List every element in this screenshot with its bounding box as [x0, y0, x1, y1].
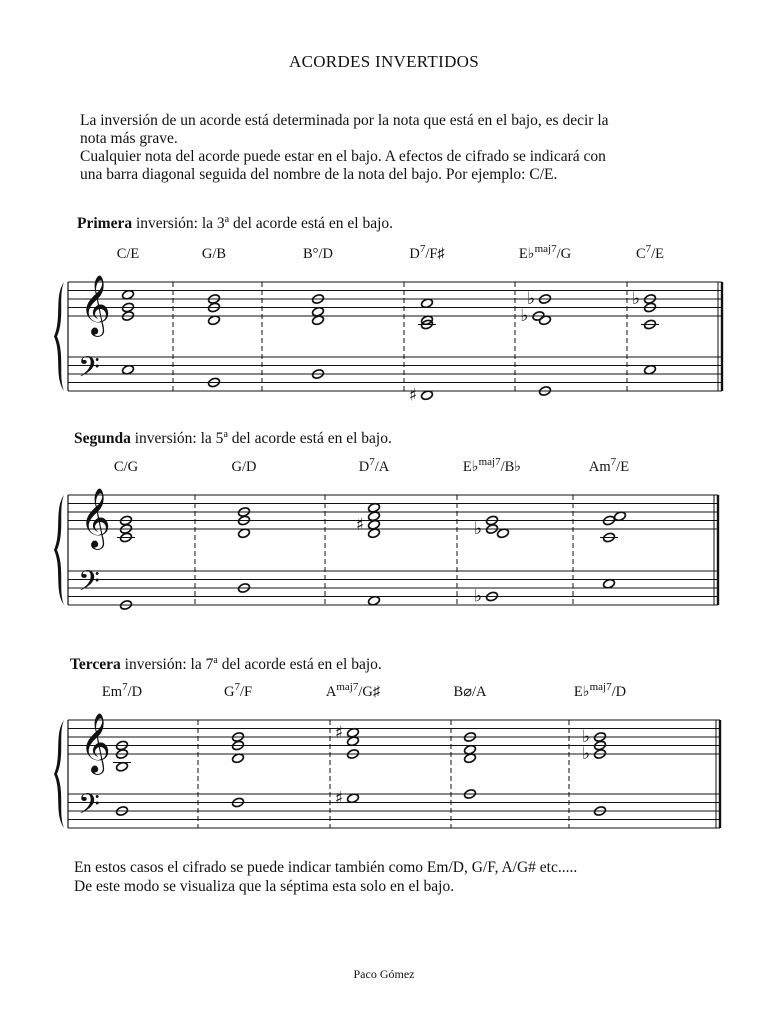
chord — [326, 681, 381, 808]
closing-paragraph — [74, 859, 577, 896]
sharp-icon: ♯ — [334, 722, 344, 743]
chord-symbol — [202, 246, 226, 262]
author-credit: Paco Gómez — [353, 967, 415, 981]
heading-text: del acorde está en el bajo. — [227, 430, 392, 448]
chord-quality: maj7 — [534, 243, 557, 255]
chord — [454, 684, 487, 799]
chord-root: A — [325, 684, 337, 700]
chord — [224, 681, 252, 808]
flat-icon: ♭ — [473, 586, 483, 607]
flat-icon: ♭ — [473, 519, 483, 539]
section-heading-segunda — [74, 429, 392, 448]
brace-icon — [54, 495, 64, 605]
closing-line: De este modo se visualiza que la séptima esta solo en el bajo. — [74, 877, 455, 895]
chord-root: B° — [303, 246, 319, 262]
chord-symbol — [359, 456, 390, 475]
chord — [303, 246, 333, 379]
chord-quality: maj7 — [336, 681, 359, 693]
chord-bass: /D — [127, 684, 143, 700]
chord-quality: maj7 — [478, 456, 501, 468]
intro-line: La inversión de un acorde está determinada por la nota que está en el bajo, es decir la — [80, 112, 609, 129]
chord — [632, 243, 664, 375]
chord — [463, 456, 521, 607]
heading-bold: Tercera — [70, 656, 121, 674]
chord-symbol — [326, 681, 381, 700]
heading-text: del acorde está en el bajo. — [229, 215, 394, 233]
heading-text: inversión: la 7 — [120, 656, 214, 674]
chord-bass: /E — [126, 246, 140, 262]
chord-quality: 7 — [369, 456, 375, 468]
chord — [519, 243, 572, 396]
page-title: ACORDES INVERTIDOS — [289, 52, 479, 71]
chord-symbol — [102, 681, 142, 700]
chord-symbol — [232, 459, 257, 475]
chord-symbol — [409, 243, 445, 262]
chord-root: G — [231, 459, 242, 475]
chord-symbol — [519, 243, 572, 262]
chord-bass: /D — [318, 246, 333, 262]
chord-bass: /D — [611, 684, 627, 700]
chord-root: E♭ — [518, 246, 535, 262]
treble-clef-icon: 𝄞 — [80, 275, 111, 335]
heading-text: inversión: la 3 — [132, 215, 225, 233]
heading-bold: Primera — [77, 215, 133, 233]
section-heading-tercera — [70, 655, 382, 674]
chord-root: E♭ — [573, 684, 590, 700]
chord-root: Am — [588, 459, 611, 475]
section-heading-primera — [77, 214, 393, 233]
heading-text: inversión: la 5 — [130, 430, 224, 448]
heading-sup: a — [224, 214, 230, 225]
chord — [409, 243, 446, 405]
staff-system-tercera — [0, 680, 768, 830]
bass-clef-icon: 𝄢 — [78, 565, 100, 605]
chord-root: D — [358, 459, 370, 475]
flat-icon: ♭ — [581, 744, 591, 764]
intro-line: una barra diagonal seguida del nombre de la nota del bajo. Por ejemplo: C/E. — [80, 166, 558, 183]
chord-root: G — [223, 684, 235, 700]
chord — [574, 681, 626, 816]
staff-system-segunda — [0, 455, 768, 635]
intro-paragraph — [80, 112, 700, 184]
chord-bass: /B — [212, 246, 227, 262]
chord-root: C — [635, 246, 646, 262]
chord-quality: 7 — [122, 681, 128, 693]
flat-icon: ♭ — [520, 306, 529, 326]
treble-clef-icon: 𝄞 — [80, 488, 111, 548]
chord-bass: /E — [616, 459, 630, 475]
sharp-icon: ♯ — [334, 788, 344, 809]
chord — [589, 456, 629, 589]
sharp-icon: ♯ — [408, 385, 418, 406]
heading-sup: a — [223, 429, 228, 440]
chord-symbol — [636, 243, 664, 262]
heading-bold: Segunda — [74, 430, 131, 448]
chord-symbol — [574, 681, 626, 700]
chord-quality: 7 — [645, 243, 652, 255]
treble-clef-icon: 𝄞 — [80, 713, 111, 773]
chord-bass: /B♭ — [500, 459, 522, 475]
chord-symbol — [454, 684, 487, 700]
chord-bass: /D — [241, 459, 257, 475]
flat-icon: ♭ — [581, 727, 591, 747]
chord-bass: /A — [374, 459, 390, 475]
intro-line: nota más grave. — [80, 130, 178, 147]
intro-line: Cualquier nota del acorde puede estar en el bajo. A efectos de cifrado se indicará con — [80, 148, 606, 165]
chord-root: C — [116, 246, 127, 262]
chord-symbol — [589, 456, 629, 475]
chord-symbol — [117, 246, 140, 262]
chord-bass: /E — [651, 246, 665, 262]
chord-root: C — [113, 459, 124, 475]
chord-root: B⌀ — [453, 684, 472, 700]
chord — [356, 456, 390, 606]
heading-sup: a — [213, 655, 218, 666]
chord-root: D — [409, 246, 420, 262]
chord-symbol — [224, 681, 252, 700]
staff-system-primera — [0, 240, 768, 420]
brace-icon — [54, 720, 64, 828]
chord-bass: /A — [471, 684, 487, 700]
chord-bass: /F♯ — [425, 246, 445, 262]
chord-quality: maj7 — [589, 681, 612, 693]
sharp-icon: ♯ — [355, 514, 365, 535]
bass-clef-icon: 𝄢 — [78, 351, 100, 391]
flat-icon: ♭ — [526, 289, 536, 309]
bass-clef-icon: 𝄢 — [78, 788, 100, 828]
brace-icon — [54, 282, 64, 391]
chord-bass: /F — [239, 684, 253, 700]
chord-bass: /G — [123, 459, 139, 475]
chord-bass: /G — [556, 246, 572, 262]
closing-line: En estos casos el cifrado se puede indicar también como Em/D, G/F, A/G# etc..... — [74, 859, 578, 876]
chord-symbol — [463, 456, 521, 475]
chord-quality: 7 — [234, 681, 240, 693]
chord-symbol — [303, 246, 333, 262]
heading-text: del acorde está en el bajo. — [217, 656, 382, 674]
chord-symbol — [114, 459, 139, 475]
chord-root: G — [201, 246, 213, 262]
chord-quality: 7 — [610, 456, 617, 468]
chord — [202, 246, 226, 388]
chord-root: Em — [101, 684, 123, 700]
chord — [117, 246, 140, 375]
chord — [232, 459, 257, 593]
chord-bass: /G♯ — [358, 684, 381, 700]
chord-quality: 7 — [419, 243, 426, 255]
chord-root: E♭ — [462, 459, 479, 475]
flat-icon: ♭ — [631, 289, 641, 309]
